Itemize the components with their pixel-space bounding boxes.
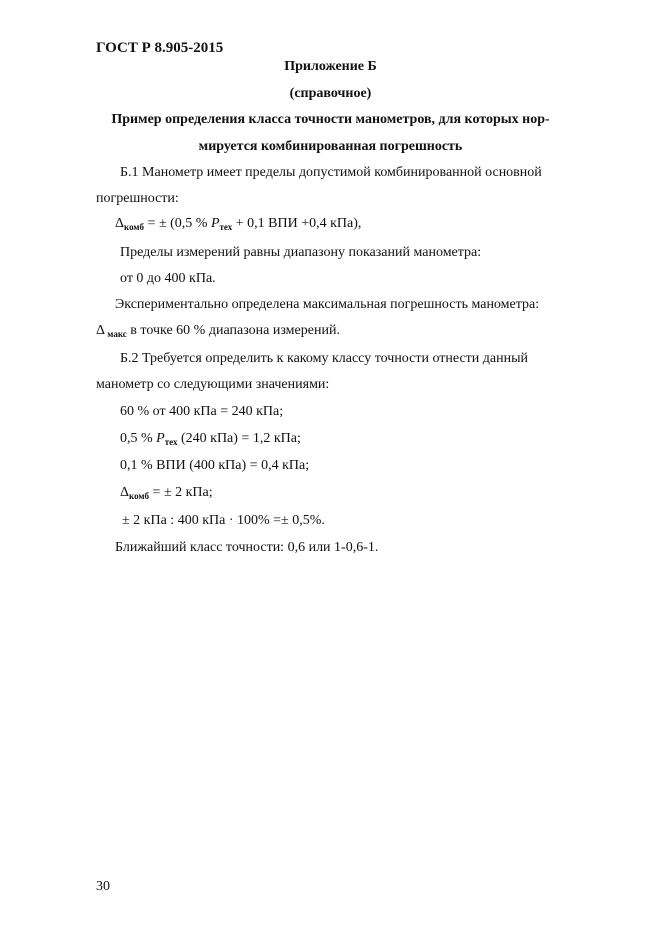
delta-symbol: Δ xyxy=(120,485,130,500)
value-line-4 xyxy=(120,485,213,501)
document-code: ГОСТ Р 8.905-2015 xyxy=(96,40,224,56)
subscript-komb: комб xyxy=(129,491,150,501)
value-tail: (240 кПа) = 1,2 кПа; xyxy=(177,431,301,446)
p-symbol: P xyxy=(156,431,165,446)
delta-symbol: Δ xyxy=(115,216,125,231)
subscript-komb: комб xyxy=(124,222,145,232)
appendix-title: Приложение Б xyxy=(284,59,377,74)
measurement-range: от 0 до 400 кПа. xyxy=(120,271,216,286)
formula-max-error xyxy=(96,323,340,339)
value-line-1: 60 % от 400 кПа = 240 кПа; xyxy=(120,404,284,419)
paragraph-b1-line-2: погрешности: xyxy=(96,191,179,206)
paragraph-experimental-line-1: Экспериментально определена максимальная погрешность манометра: xyxy=(115,297,540,312)
appendix-heading-line-1: Пример определения класса точности манометров, для которых нор- xyxy=(111,112,550,127)
paragraph-b1-line-1: Б.1 Манометр имеет пределы допустимой комбинированной основной xyxy=(120,165,542,180)
subscript-teh: тех xyxy=(219,222,233,232)
conclusion: Ближайший класс точности: 0,6 или 1-0,6-1. xyxy=(115,540,379,555)
page-number: 30 xyxy=(96,879,110,894)
formula-tail: + 0,1 ВПИ +0,4 кПа), xyxy=(232,216,362,231)
p-symbol: P xyxy=(210,216,220,231)
delta-symbol: Δ xyxy=(96,323,106,338)
value-head: 0,5 % xyxy=(120,431,157,446)
appendix-heading-line-2: мируется комбинированная погрешность xyxy=(198,139,463,154)
formula-tail: в точке 60 % диапазона измерений. xyxy=(126,323,340,338)
value-tail: = ± 2 кПа; xyxy=(149,485,213,500)
value-line-3: 0,1 % ВПИ (400 кПа) = 0,4 кПа; xyxy=(120,458,310,473)
value-line-5: ± 2 кПа : 400 кПа · 100% =± 0,5%. xyxy=(122,513,325,528)
formula-middle: = ± (0,5 % xyxy=(144,216,211,231)
paragraph-b2-line-1: Б.2 Требуется определить к какому классу точности отнести данный xyxy=(120,351,529,366)
formula-combined-error xyxy=(115,216,361,232)
measurement-limits-text: Пределы измерений равны диапазону показаний манометра: xyxy=(120,245,482,260)
value-line-2 xyxy=(120,431,301,447)
paragraph-b2-line-2: манометр со следующими значениями: xyxy=(96,377,330,392)
subscript-teh: тех xyxy=(164,437,178,447)
subscript-maks: макс xyxy=(105,329,127,339)
appendix-status: (справочное) xyxy=(289,86,372,101)
